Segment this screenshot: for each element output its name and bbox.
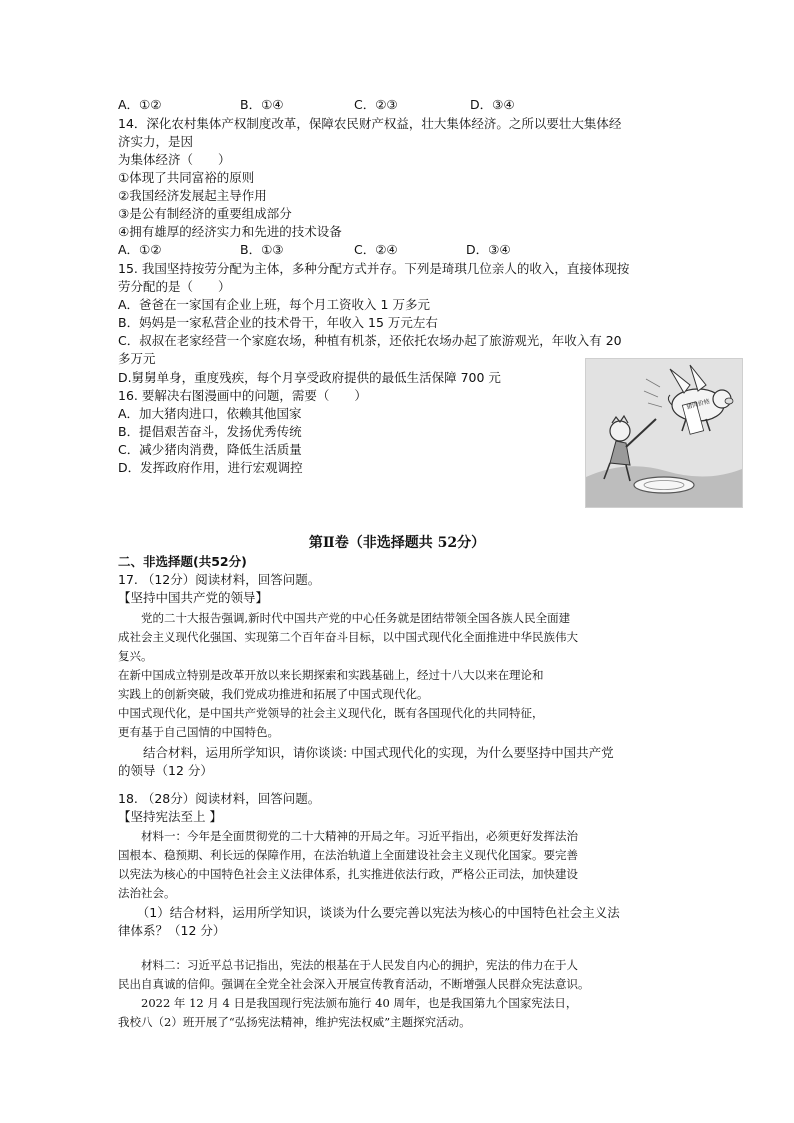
q18-material2-line: 材料二：习近平总书记指出，宪法的根基在于人民发自内心的拥护，宪法的伟力在于人 xyxy=(118,958,578,972)
q16-option-d[interactable]: D．发挥政府作用，进行宏观调控 xyxy=(118,460,303,475)
q17-material-line: 在新中国成立特别是改革开放以来长期探索和实践基础上，经过十八大以来在理论和 xyxy=(118,668,544,682)
cartoon-drawing xyxy=(586,359,742,507)
q15-option-b[interactable]: B．妈妈是一家私营企业的技术骨干，年收入 15 万元左右 xyxy=(118,315,438,330)
q18-material2-line: 我校八（2）班开展了“弘扬宪法精神，维护宪法权威”主题探究活动。 xyxy=(118,1015,471,1029)
q18-topic: 【坚持宪法至上 】 xyxy=(118,809,222,824)
q18-stem: 18. （28分）阅读材料，回答问题。 xyxy=(118,791,321,806)
q14-option-a[interactable]: A．①② xyxy=(118,242,162,257)
q13-option-d[interactable]: D．③④ xyxy=(470,97,515,112)
q17-material-line: 复兴。 xyxy=(118,649,153,663)
q16-option-a[interactable]: A．加大猪肉进口，依赖其他国家 xyxy=(118,406,302,421)
q14-option-d[interactable]: D．③④ xyxy=(466,242,511,257)
part2-title: 第Ⅱ卷（非选择题共 52分） xyxy=(308,535,486,551)
q18-material1-line: 法治社会。 xyxy=(118,886,176,900)
q13-option-a[interactable]: A．①② xyxy=(118,97,162,112)
q14-option-c[interactable]: C．②④ xyxy=(354,242,398,257)
q15-option-d[interactable]: D.舅舅单身，重度残疾，每个月享受政府提供的最低生活保障 700 元 xyxy=(118,370,501,385)
q17-material-line: 更有基于自己国情的中国特色。 xyxy=(118,725,279,739)
q13-option-b[interactable]: B．①④ xyxy=(240,97,284,112)
q15-option-a[interactable]: A．爸爸在一家国有企业上班，每个月工资收入 1 万多元 xyxy=(118,297,430,312)
q17-question-line2: 的领导（12 分） xyxy=(118,763,213,778)
q18-q1-line1: （1）结合材料，运用所学知识，谈谈为什么要完善以宪法为核心的中国特色社会主义法 xyxy=(118,905,620,920)
q18-material1-line: 国根本、稳预期、利长远的保障作用，在法治轨道上全面建设社会主义现代化国家。要完善 xyxy=(118,848,578,862)
q18-material1-line: 材料一：今年是全面贯彻党的二十大精神的开局之年。习近平指出，必须更好发挥法治 xyxy=(118,829,578,843)
q17-material-line: 成社会主义现代化强国、实现第二个百年奋斗目标，以中国式现代化全面推进中华民族伟大 xyxy=(118,630,578,644)
q14-item-1: ①体现了共同富裕的原则 xyxy=(118,170,255,185)
q14-stem-line3: 为集体经济（ ） xyxy=(118,152,231,167)
q17-topic: 【坚持中国共产党的领导】 xyxy=(118,590,269,605)
pork-price-cartoon xyxy=(585,358,743,508)
q16-option-c[interactable]: C．减少猪肉消费，降低生活质量 xyxy=(118,442,302,457)
q18-material2-line: 民出自真诚的信仰。强调在全党全社会深入开展宣传教育活动，不断增强人民群众宪法意识。 xyxy=(118,977,590,991)
q13-option-c[interactable]: C．②③ xyxy=(354,97,398,112)
q15-option-c-cont: 多万元 xyxy=(118,351,156,366)
q15-stem-line1: 15. 我国坚持按劳分配为主体，多种分配方式并存。下列是琦琪几位亲人的收入，直接体现按 xyxy=(118,261,630,276)
q14-stem-line1: 14．深化农村集体产权制度改革，保障农民财产权益，壮大集体经济。之所以要壮大集体经 xyxy=(118,116,622,131)
q14-item-3: ③是公有制经济的重要组成部分 xyxy=(118,206,292,221)
q14-item-4: ④拥有雄厚的经济实力和先进的技术设备 xyxy=(118,224,342,239)
q14-option-b[interactable]: B．①③ xyxy=(240,242,284,257)
q14-item-2: ②我国经济发展起主导作用 xyxy=(118,188,267,203)
part2-heading: 二、非选择题(共52分) xyxy=(118,554,247,569)
cartoon-label: 猪肉价格 xyxy=(685,397,711,411)
q15-option-c[interactable]: C．叔叔在老家经营一个家庭农场，种植有机茶，还依托农场办起了旅游观光，年收入有 20 xyxy=(118,333,622,348)
q17-material-line: 中国式现代化，是中国共产党领导的社会主义现代化，既有各国现代化的共同特征， xyxy=(118,706,544,720)
q17-material-line: 实践上的创新突破，我们党成功推进和拓展了中国式现代化。 xyxy=(118,687,429,701)
q15-stem-line2: 劳分配的是（ ） xyxy=(118,279,231,294)
q14-stem-line2: 济实力，是因 xyxy=(118,134,194,149)
q17-question-line1: 结合材料，运用所学知识，请你谈谈: 中国式现代化的实现，为什么要坚持中国共产党 xyxy=(118,745,614,760)
q17-stem: 17. （12分）阅读材料，回答问题。 xyxy=(118,572,321,587)
q18-material2-line: 2022 年 12 月 4 日是我国现行宪法颁布施行 40 周年，也是我国第九个国家宪法日， xyxy=(118,996,578,1010)
q16-option-b[interactable]: B．提倡艰苦奋斗，发扬优秀传统 xyxy=(118,424,302,439)
q18-material1-line: 以宪法为核心的中国特色社会主义法律体系，扎实推进依法行政，严格公正司法，加快建设 xyxy=(118,867,578,881)
q17-material-line: 党的二十大报告强调,新时代中国共产党的中心任务就是团结带领全国各族人民全面建 xyxy=(118,611,571,625)
q16-stem: 16. 要解决右图漫画中的问题，需要（ ） xyxy=(118,388,367,403)
q18-q1-line2: 律体系？（12 分） xyxy=(118,923,226,938)
